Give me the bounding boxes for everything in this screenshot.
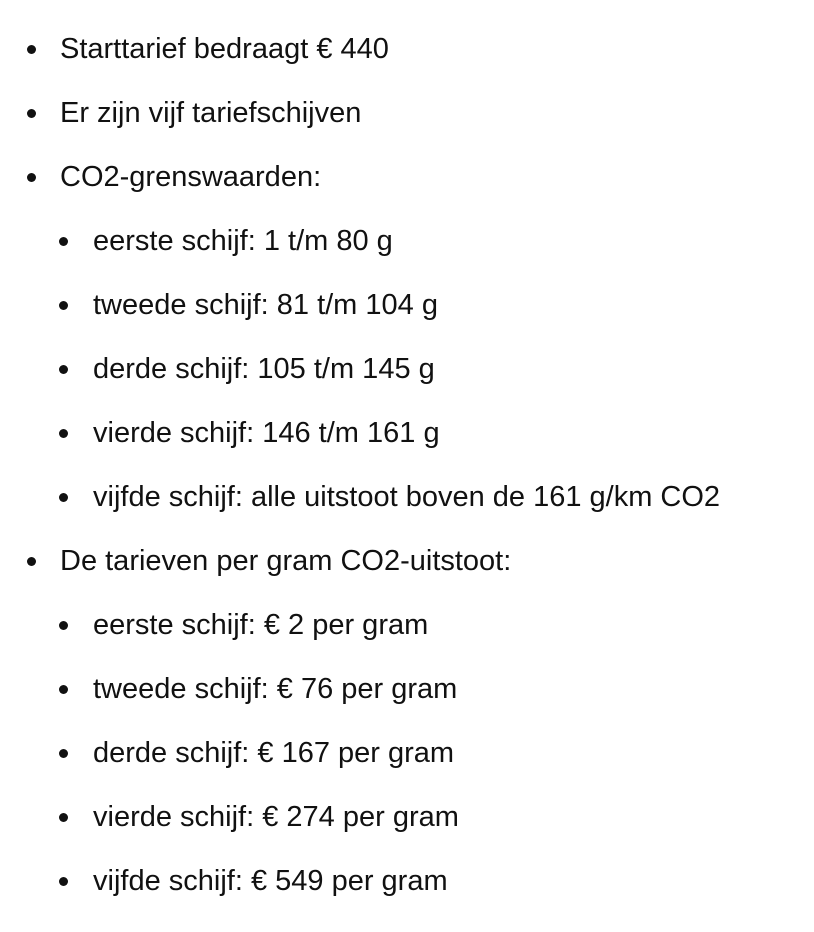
sublist-item-tarief-derde (0, 704, 814, 768)
list-item-text: derde schijf: 105 t/m 145 g (93, 353, 435, 385)
bullet-icon (59, 813, 68, 822)
bullet-icon (59, 493, 68, 502)
list-item-text: vijfde schijf: € 549 per gram (93, 865, 448, 897)
list-item-text: derde schijf: € 167 per gram (93, 737, 455, 769)
bullet-icon (59, 685, 68, 694)
bullet-icon (59, 237, 68, 246)
bullet-icon (27, 557, 36, 566)
list-item-text: tweede schijf: € 76 per gram (93, 673, 458, 705)
list-item-text: tweede schijf: 81 t/m 104 g (93, 289, 438, 321)
list-item-text: vierde schijf: 146 t/m 161 g (93, 417, 440, 449)
list-item-text: CO2-grenswaarden: (60, 161, 322, 193)
bullet-icon (59, 877, 68, 886)
list-item-tariefschijven (0, 64, 814, 128)
list-item-text: vijfde schijf: alle uitstoot boven de 161 g/km CO2 (93, 481, 721, 513)
bullet-icon (59, 621, 68, 630)
list-item-text: eerste schijf: € 2 per gram (93, 609, 429, 641)
bullet-icon (27, 45, 36, 54)
sublist-item-tarief-vierde (0, 768, 814, 832)
sublist-item-grens-eerste (0, 192, 814, 256)
bullet-icon (59, 365, 68, 374)
sublist-item-grens-vijfde (0, 448, 814, 512)
bullet-icon (59, 301, 68, 310)
bullet-icon (59, 429, 68, 438)
sublist-item-tarief-vijfde (0, 832, 814, 896)
bullet-icon (59, 749, 68, 758)
list-item-tarieven-per-gram (0, 512, 814, 576)
bullet-icon (27, 109, 36, 118)
sublist-item-tarief-tweede (0, 640, 814, 704)
list-item-text: vierde schijf: € 274 per gram (93, 801, 459, 833)
sublist-item-tarief-eerste (0, 576, 814, 640)
list-item-text: Starttarief bedraagt € 440 (60, 33, 389, 65)
list-item-text: Er zijn vijf tariefschijven (60, 97, 362, 129)
list-item-text: De tarieven per gram CO2-uitstoot: (60, 545, 512, 577)
bullet-icon (27, 173, 36, 182)
list-item-starttarief (0, 0, 814, 64)
sublist-item-grens-derde (0, 320, 814, 384)
list-item-text: eerste schijf: 1 t/m 80 g (93, 225, 393, 257)
list-item-co2-grenswaarden (0, 128, 814, 192)
sublist-item-grens-vierde (0, 384, 814, 448)
sublist-item-grens-tweede (0, 256, 814, 320)
